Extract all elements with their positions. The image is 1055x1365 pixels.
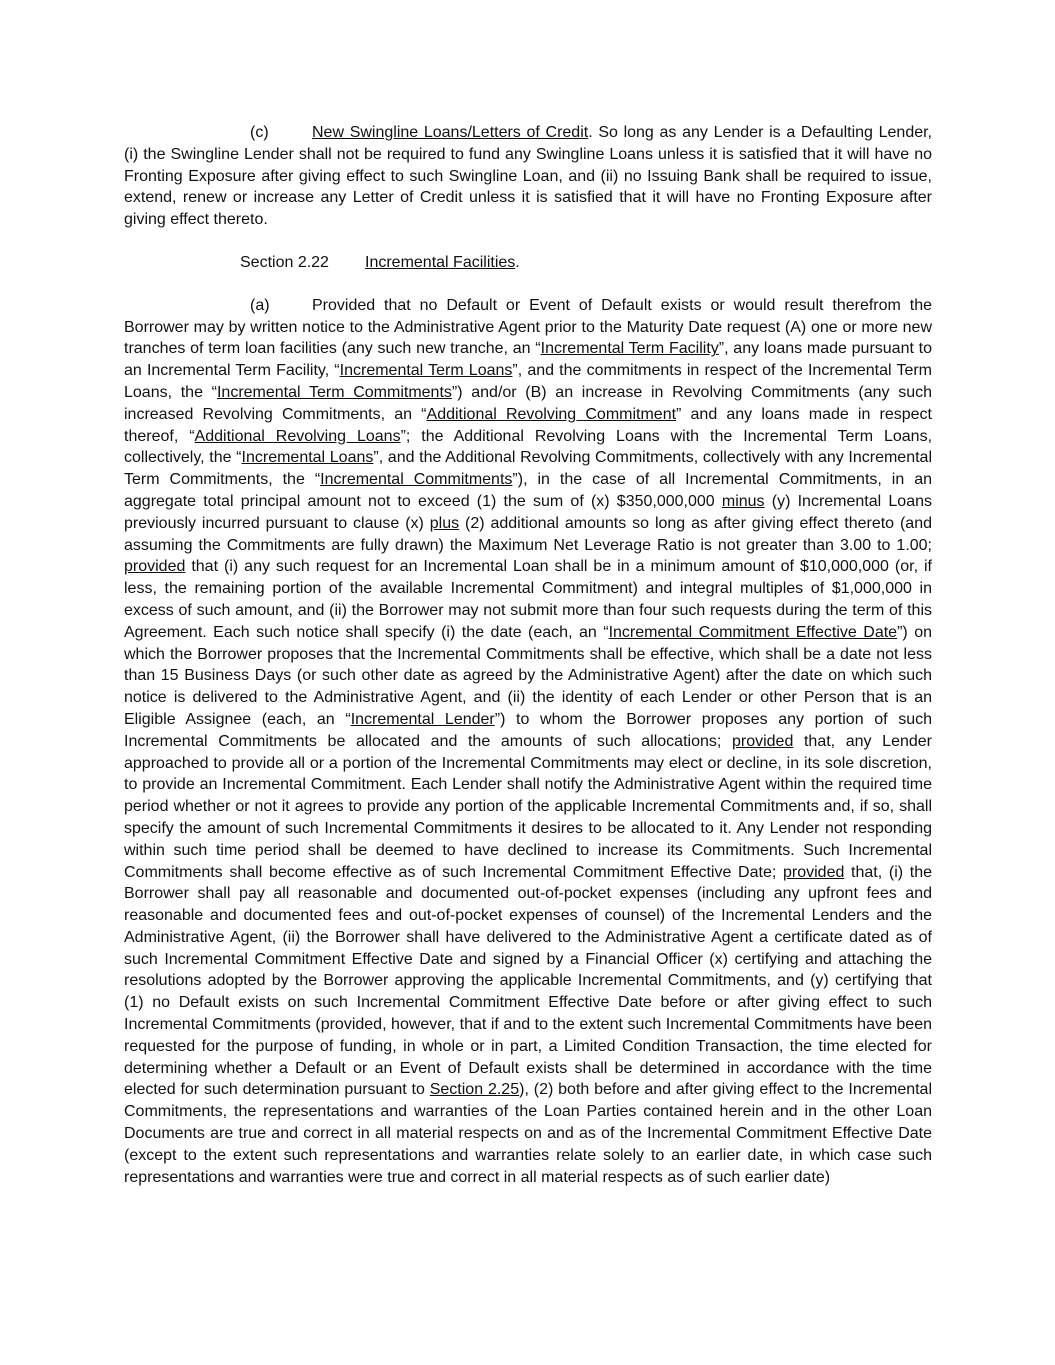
text-run: ”), in the case of all Incremental Commitments, in an aggregate total principal amount not to exceed (1) the sum of (x) $350,000,000 bbox=[124, 471, 933, 510]
text-run: Provided that no Default or Event of Default exists or would result therefrom the Borrower may by written notice to the Administrative Agent prior to the Maturity Date request (A) one or more new tranches of term loan facilities (any such new tranche, an “ bbox=[124, 296, 932, 358]
section-title: Incremental Facilities bbox=[365, 253, 516, 271]
document-page bbox=[124, 122, 932, 1188]
paragraph-title: New Swingline Loans/Letters of Credit bbox=[312, 124, 589, 141]
text-run: ”) on which the Borrower proposes that the Incremental Commitments shall be effective, which shall be a date not less than 15 Business Days (or such other date as agreed by the Administrative Agent) after the date on which such notice is delivered to the Administrative Agent, and (ii) the identity of each Lender or other Person that is an Eligible Assignee (each, an “ bbox=[124, 623, 933, 728]
section-number: Section 2.22 bbox=[240, 253, 329, 271]
section-heading bbox=[124, 252, 932, 274]
text-run: ”) and/or (B) an increase in Revolving Commitments (any such increased Revolving Commitments, an “ bbox=[124, 383, 933, 423]
emphasis-term: provided bbox=[124, 558, 186, 576]
text-run: (2) additional amounts so long as after giving effect thereto (and assuming the Commitments are fully drawn) the Maximum Net Leverage Ratio is not greater than 3.00 to 1.00; bbox=[124, 514, 932, 554]
defined-term: Incremental Term Facility bbox=[540, 340, 719, 358]
text-run: that, (i) the Borrower shall pay all reasonable and documented out-of-pocket expenses (including any upfront fees and reasonable and documented fees and out-of-pocket expenses of counsel) of the Incremental Lenders and the Administrative Agent, (ii) the Borrower shall have delivered to the Administrative Agent a certificate dated as of such Incremental Commitment Effective Date and signed by a Financial Officer (x) certifying and attaching the resolutions adopted by the Borrower approving the applicable Incremental Commitments, and (y) certifying that (1) no Default exists on such Incremental Commitment Effective Date before or after giving effect to such Incremental Commitments (provided, however, that if and to the extent such Incremental Commitments have been requested for the purpose of funding, in whole or in part, a Limited Condition Transaction, the time elected for determining whether a Default or an Event of Default exists shall be determined in accordance with the time elected for such determination pursuant to bbox=[124, 863, 933, 1099]
defined-term: Incremental Term Loans bbox=[339, 362, 513, 380]
paragraph-label: (a) bbox=[250, 296, 270, 314]
defined-term: Incremental Commitment Effective Date bbox=[608, 623, 898, 641]
defined-term: Incremental Term Commitments bbox=[216, 383, 452, 401]
section-reference: Section 2.25 bbox=[429, 1081, 520, 1099]
paragraph-label: (c) bbox=[250, 124, 269, 141]
text-run: ”, any loans made pursuant to an Incremental Term Facility, “ bbox=[124, 340, 933, 380]
text-run: ”) to whom the Borrower proposes any portion of such Incremental Commitments be allocated and the amounts of such allocations; bbox=[124, 710, 933, 750]
paragraph-text: . So long as any Lender is a Defaulting Lender, (i) the Swingline Lender shall not be required to fund any Swingline Loans unless it is satisfied that it will have no Fronting Exposure after giving effect to such Swingline Loan, and (ii) no Issuing Bank shall be required to issue, extend, renew or increase any Letter of Credit unless it is satisfied that it will have no Fronting Exposure after giving effect thereto. bbox=[124, 124, 933, 229]
text-run: ), (2) both before and after giving effect to the Incremental Commitments, the representations and warranties of the Loan Parties contained herein and in the other Loan Documents are true and correct in all material respects on and as of the Incremental Commitment Effective Date (except to the extent such representations and warranties relate solely to an earlier date, in which case such representations and warranties were true and correct in all material respects as of such earlier date) bbox=[124, 1081, 933, 1186]
defined-term: Additional Revolving Loans bbox=[194, 427, 401, 445]
defined-term: Additional Revolving Commitment bbox=[426, 405, 677, 423]
defined-term: Incremental Loans bbox=[241, 449, 374, 467]
text-run: ”, and the commitments in respect of the Incremental Term Loans, the “ bbox=[124, 362, 932, 401]
defined-term: Incremental Commitments bbox=[320, 471, 513, 489]
text-run: (y) Incremental Loans previously incurred pursuant to clause (x) bbox=[124, 492, 932, 532]
paragraph-a bbox=[124, 295, 932, 1189]
text-run: ” and any loans made in respect thereof, “ bbox=[124, 405, 932, 445]
emphasis-term: provided bbox=[731, 732, 794, 750]
emphasis-term: provided bbox=[782, 863, 845, 881]
emphasis-term: minus bbox=[721, 492, 765, 510]
text-run: ”, and the Additional Revolving Commitments, collectively with any Incremental Term Commitments, the “ bbox=[124, 449, 933, 489]
paragraph-c bbox=[124, 122, 932, 231]
emphasis-term: plus bbox=[429, 514, 460, 532]
text-run: ”; the Additional Revolving Loans with the Incremental Term Loans, collectively, the “ bbox=[124, 427, 933, 467]
text-run: that, any Lender approached to provide all or a portion of the Incremental Commitments may elect or decline, in its sole discretion, to provide an Incremental Commitment. Each Lender shall notify the Administrative Agent within the required time period whether or not it agrees to provide any portion of the applicable Incremental Commitments and, if so, shall specify the amount of such Incremental Commitments it desires to be allocated to it. Any Lender not responding within such time period shall be deemed to have declined to increase its Commitments. Such Incremental Commitments shall become effective as of such Incremental Commitment Effective Date; bbox=[124, 732, 932, 881]
section-title-suffix: . bbox=[515, 253, 520, 271]
defined-term: Incremental Lender bbox=[350, 710, 495, 728]
text-run: that (i) any such request for an Incremental Loan shall be in a minimum amount of $10,000,000 (or, if less, the remaining portion of the available Incremental Commitment) and integral multiples of $1,000,000 in excess of such amount, and (ii) the Borrower may not submit more than four such requests during the term of this Agreement. Each such notice shall specify (i) the date (each, an “ bbox=[124, 558, 932, 641]
